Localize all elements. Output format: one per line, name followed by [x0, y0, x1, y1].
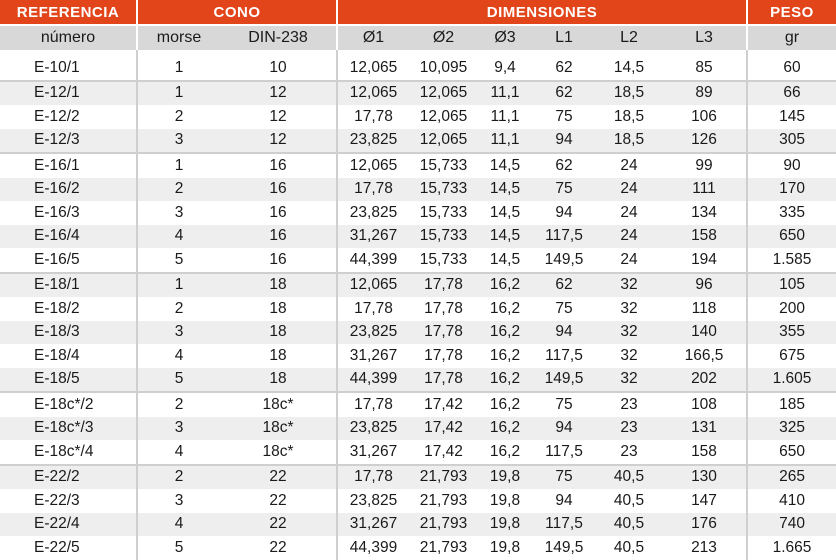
- cell-ref: E-10/1: [0, 56, 137, 81]
- cell-l2: 40,5: [596, 513, 662, 537]
- cell-d1: 44,399: [337, 368, 409, 393]
- subheader-din-238: DIN-238: [220, 25, 337, 50]
- cell-l2: 18,5: [596, 81, 662, 106]
- cell-ref: E-18/5: [0, 368, 137, 393]
- table-row: [0, 489, 836, 513]
- cell-weight: 675: [779, 346, 805, 364]
- cell-l2: 32: [596, 368, 662, 393]
- cell-l3: 166,5: [662, 344, 747, 368]
- cell-l3: 99: [662, 153, 747, 178]
- header-group-row: [0, 0, 836, 25]
- cell-d3: 14,5: [478, 153, 532, 178]
- cell-l2: 24: [596, 225, 662, 249]
- cell-l2: 24: [620, 250, 638, 268]
- cell-morse: 4: [137, 513, 220, 537]
- cell-l3: 130: [662, 465, 747, 490]
- cell-l1: 117,5: [545, 442, 583, 460]
- cell-l2: 24: [596, 153, 662, 178]
- cell-l1: 75: [532, 178, 596, 202]
- cell-d2: 15,733: [409, 225, 478, 249]
- table-row: [0, 81, 836, 106]
- cell-din: 18: [220, 321, 337, 345]
- cell-ref: E-22/2: [0, 465, 137, 490]
- cell-d1: 44,399: [349, 538, 398, 556]
- cell-d2: 17,78: [424, 299, 463, 317]
- cell-din: 18: [220, 344, 337, 368]
- cell-ref: E-18c*/4: [0, 440, 137, 465]
- cell-l2: 18,5: [596, 129, 662, 154]
- cell-l3: 158: [662, 440, 747, 465]
- cell-d3: 16,2: [489, 299, 521, 317]
- header-peso: PESO: [747, 0, 836, 25]
- cell-l3: 89: [662, 81, 747, 106]
- cell-weight: 90: [747, 153, 836, 178]
- table-row: [0, 417, 836, 441]
- cell-l1: 62: [532, 81, 596, 106]
- cell-l1: 149,5: [544, 250, 584, 268]
- cell-l2: 23: [596, 417, 662, 441]
- cell-d2: 17,78: [409, 368, 478, 393]
- cell-d1: 31,267: [349, 442, 398, 460]
- cell-din: 22: [220, 489, 337, 513]
- cell-l3: 147: [662, 489, 747, 513]
- cell-l3: 131: [662, 417, 747, 441]
- cell-weight: 185: [747, 392, 836, 417]
- cell-d1: 17,78: [354, 107, 393, 125]
- cell-weight: 265: [747, 465, 836, 490]
- cell-ref: E-18/4: [0, 344, 137, 368]
- table-row: [0, 248, 836, 273]
- cell-l1: 75: [555, 107, 573, 125]
- cell-morse: 2: [137, 465, 220, 490]
- cell-d2: 17,78: [409, 273, 478, 298]
- cell-weight: 410: [779, 491, 805, 509]
- cell-d1: 23,825: [349, 491, 398, 509]
- cell-d1: 12,065: [337, 153, 409, 178]
- cell-l1: 62: [555, 58, 573, 76]
- cell-d1: 12,065: [349, 58, 398, 76]
- cell-l2: 18,5: [613, 107, 645, 125]
- cell-weight: 170: [747, 178, 836, 202]
- cell-d1: 23,825: [349, 203, 398, 221]
- cell-l1: 75: [532, 465, 596, 490]
- cell-ref: E-22/5: [0, 536, 137, 560]
- cell-d2: 17,42: [424, 442, 463, 460]
- cell-ref: E-18c*/2: [0, 392, 137, 417]
- cell-l3: 111: [662, 178, 747, 202]
- cell-morse: 2: [174, 299, 184, 317]
- cell-l2: 32: [596, 273, 662, 298]
- cell-ref: E-16/4: [0, 225, 137, 249]
- table-row: [0, 344, 836, 368]
- cell-l2: 40,5: [596, 465, 662, 490]
- cell-d3: 11,1: [478, 129, 532, 154]
- cell-din: 22: [220, 536, 337, 560]
- cell-morse: 5: [174, 250, 184, 268]
- cell-din: 18c*: [220, 417, 337, 441]
- cell-ref: E-16/2: [0, 178, 137, 202]
- cell-d2: 21,793: [409, 513, 478, 537]
- cell-d2: 10,095: [419, 58, 468, 76]
- table-row: [0, 297, 836, 321]
- cell-d3: 9,4: [494, 58, 516, 76]
- cell-d3: 16,2: [478, 417, 532, 441]
- cell-weight: 305: [747, 129, 836, 154]
- table-row: [0, 153, 836, 178]
- subheader-l1: L1: [532, 25, 596, 50]
- cell-l3: 202: [662, 368, 747, 393]
- cell-weight: 355: [747, 321, 836, 345]
- cell-morse: 4: [137, 225, 220, 249]
- cell-ref: E-18/3: [0, 321, 137, 345]
- cell-ref: E-18/1: [0, 273, 137, 298]
- cell-ref: E-18/2: [0, 297, 137, 321]
- cell-d1: 31,267: [337, 225, 409, 249]
- cell-l1: 62: [532, 153, 596, 178]
- subheader-morse: morse: [137, 25, 220, 50]
- cell-morse: 4: [174, 442, 184, 460]
- table-row: [0, 392, 836, 417]
- cell-d1: 31,267: [349, 346, 398, 364]
- subheader-l2: L2: [596, 25, 662, 50]
- cell-din: 18c*: [220, 440, 337, 465]
- cell-din: 16: [220, 153, 337, 178]
- cell-weight: 145: [779, 107, 805, 125]
- table-row: [0, 201, 836, 225]
- cell-l2: 32: [620, 346, 638, 364]
- cell-d3: 14,5: [489, 203, 521, 221]
- cell-d1: 31,267: [337, 513, 409, 537]
- cell-morse: 3: [137, 417, 220, 441]
- cell-l3: 108: [662, 392, 747, 417]
- cell-ref: E-16/5: [0, 248, 137, 273]
- cell-d1: 17,78: [337, 178, 409, 202]
- cell-din: 10: [220, 56, 337, 81]
- cell-l3: 194: [662, 248, 747, 273]
- subheader-d2: Ø2: [409, 25, 478, 50]
- cell-din: 16: [220, 178, 337, 202]
- cell-ref: E-16/1: [0, 153, 137, 178]
- cell-d3: 14,5: [478, 225, 532, 249]
- header-cono: CONO: [137, 0, 337, 25]
- header-dimensiones: DIMENSIONES: [337, 0, 747, 25]
- cell-d1: 12,065: [337, 273, 409, 298]
- cell-din: 12: [220, 129, 337, 154]
- cell-d2: 15,733: [409, 178, 478, 202]
- cell-d3: 11,1: [490, 107, 520, 125]
- cell-l1: 117,5: [545, 346, 583, 364]
- cell-l2: 32: [596, 321, 662, 345]
- cell-d2: 21,793: [409, 465, 478, 490]
- cell-d3: 16,2: [489, 442, 521, 460]
- table-row: [0, 225, 836, 249]
- cell-l1: 149,5: [544, 538, 584, 556]
- cell-weight: 1.605: [747, 368, 836, 393]
- cell-weight: 105: [747, 273, 836, 298]
- cell-ref: E-12/2: [0, 105, 137, 129]
- cell-d3: 16,2: [489, 346, 521, 364]
- cell-l1: 75: [532, 392, 596, 417]
- cell-d2: 17,78: [424, 346, 463, 364]
- cell-morse: 1: [174, 58, 184, 76]
- cell-l1: 117,5: [532, 225, 596, 249]
- table-row: [0, 465, 836, 490]
- cell-l1: 94: [555, 203, 573, 221]
- cell-l3: 126: [662, 129, 747, 154]
- cell-weight: 66: [747, 81, 836, 106]
- cell-din: 18: [220, 368, 337, 393]
- cell-ref: E-22/3: [0, 489, 137, 513]
- cell-morse: 3: [137, 129, 220, 154]
- cell-din: 18c*: [220, 392, 337, 417]
- table-row: [0, 56, 836, 81]
- cell-l2: 23: [596, 392, 662, 417]
- cell-din: 22: [220, 513, 337, 537]
- cell-l3: 134: [662, 201, 747, 225]
- cell-l3: 85: [662, 56, 747, 81]
- cell-morse: 2: [137, 178, 220, 202]
- table-body: [0, 50, 836, 560]
- cell-din: 16: [220, 201, 337, 225]
- cell-d2: 17,42: [409, 392, 478, 417]
- cell-morse: 1: [137, 153, 220, 178]
- cell-d3: 19,8: [489, 491, 521, 509]
- cell-l1: 94: [532, 129, 596, 154]
- cell-l2: 24: [596, 178, 662, 202]
- cell-l3: 106: [662, 105, 747, 129]
- cell-d2: 15,733: [409, 153, 478, 178]
- cell-l1: 94: [532, 417, 596, 441]
- cell-l2: 32: [620, 299, 638, 317]
- subheader-gr: gr: [747, 25, 836, 50]
- cell-weight: 325: [747, 417, 836, 441]
- cell-ref: E-12/1: [0, 81, 137, 106]
- cell-din: 18: [220, 273, 337, 298]
- cell-morse: 2: [174, 107, 184, 125]
- table-row: [0, 178, 836, 202]
- cell-d3: 14,5: [478, 178, 532, 202]
- table-row: [0, 368, 836, 393]
- cell-d2: 12,065: [409, 81, 478, 106]
- cell-d3: 16,2: [478, 368, 532, 393]
- cell-d1: 17,78: [337, 465, 409, 490]
- cell-ref: E-12/3: [0, 129, 137, 154]
- cell-weight: 740: [747, 513, 836, 537]
- cell-d3: 19,8: [478, 465, 532, 490]
- table-row: [0, 129, 836, 154]
- cell-d2: 17,78: [409, 321, 478, 345]
- cell-d2: 21,793: [419, 491, 468, 509]
- cell-d2: 15,733: [419, 203, 468, 221]
- cell-d3: 19,8: [478, 513, 532, 537]
- cell-d3: 16,2: [478, 273, 532, 298]
- cell-weight: 650: [779, 442, 805, 460]
- cell-l3: 158: [662, 225, 747, 249]
- cell-l1: 94: [532, 321, 596, 345]
- cell-d1: 23,825: [337, 129, 409, 154]
- cell-l3: 96: [662, 273, 747, 298]
- cell-morse: 3: [137, 321, 220, 345]
- cell-l1: 117,5: [532, 513, 596, 537]
- cell-l3: 118: [662, 297, 747, 321]
- cell-morse: 5: [174, 538, 184, 556]
- cell-d3: 16,2: [478, 321, 532, 345]
- cell-d3: 16,2: [478, 392, 532, 417]
- cell-ref: E-18c*/3: [0, 417, 137, 441]
- cell-l3: 176: [662, 513, 747, 537]
- table-row: [0, 536, 836, 560]
- cell-din: 16: [220, 248, 337, 273]
- sub-header-row: [0, 25, 836, 50]
- cell-l2: 24: [620, 203, 638, 221]
- cell-morse: 2: [137, 392, 220, 417]
- cell-d3: 11,1: [478, 81, 532, 106]
- cell-d1: 17,78: [337, 392, 409, 417]
- subheader-l3: L3: [662, 25, 747, 50]
- cell-weight: 335: [779, 203, 805, 221]
- cell-l1: 75: [555, 299, 573, 317]
- cell-l3: 213: [662, 536, 747, 560]
- cell-d1: 12,065: [337, 81, 409, 106]
- cell-l3: 140: [662, 321, 747, 345]
- cell-weight: 1.665: [772, 538, 812, 556]
- cell-weight: 60: [783, 58, 801, 76]
- cell-l2: 40,5: [613, 538, 645, 556]
- cell-l1: 149,5: [532, 368, 596, 393]
- cell-d1: 44,399: [349, 250, 398, 268]
- cell-d2: 12,065: [409, 129, 478, 154]
- cell-d1: 23,825: [337, 321, 409, 345]
- cell-d2: 15,733: [419, 250, 468, 268]
- header-referencia: REFERENCIA: [0, 0, 137, 25]
- cell-d3: 19,8: [489, 538, 521, 556]
- cell-d1: 17,78: [354, 299, 393, 317]
- table-row: [0, 321, 836, 345]
- cell-morse: 3: [174, 491, 184, 509]
- cell-morse: 4: [174, 346, 184, 364]
- cell-d3: 14,5: [489, 250, 521, 268]
- cell-weight: 200: [779, 299, 805, 317]
- cell-ref: E-22/4: [0, 513, 137, 537]
- cell-morse: 1: [137, 273, 220, 298]
- cell-l2: 40,5: [613, 491, 645, 509]
- table-row: [0, 273, 836, 298]
- subheader-d1: Ø1: [337, 25, 409, 50]
- cell-ref: E-16/3: [0, 201, 137, 225]
- cell-din: 12: [220, 105, 337, 129]
- cell-morse: 3: [174, 203, 184, 221]
- cell-weight: 1.585: [772, 250, 812, 268]
- table-row: [0, 440, 836, 465]
- cell-d2: 21,793: [419, 538, 468, 556]
- cell-d1: 23,825: [337, 417, 409, 441]
- cell-l1: 94: [555, 491, 573, 509]
- cell-d2: 17,42: [409, 417, 478, 441]
- cell-weight: 650: [747, 225, 836, 249]
- cell-d2: 12,065: [419, 107, 468, 125]
- cell-l1: 62: [532, 273, 596, 298]
- subheader-numero: número: [0, 25, 137, 50]
- cell-l2: 14,5: [613, 58, 645, 76]
- table-row: [0, 105, 836, 129]
- table-row: [0, 513, 836, 537]
- cell-din: 16: [220, 225, 337, 249]
- cell-morse: 1: [137, 81, 220, 106]
- cell-din: 18: [220, 297, 337, 321]
- subheader-d3: Ø3: [478, 25, 532, 50]
- cell-l2: 23: [620, 442, 638, 460]
- cell-din: 12: [220, 81, 337, 106]
- cell-din: 22: [220, 465, 337, 490]
- cell-morse: 5: [137, 368, 220, 393]
